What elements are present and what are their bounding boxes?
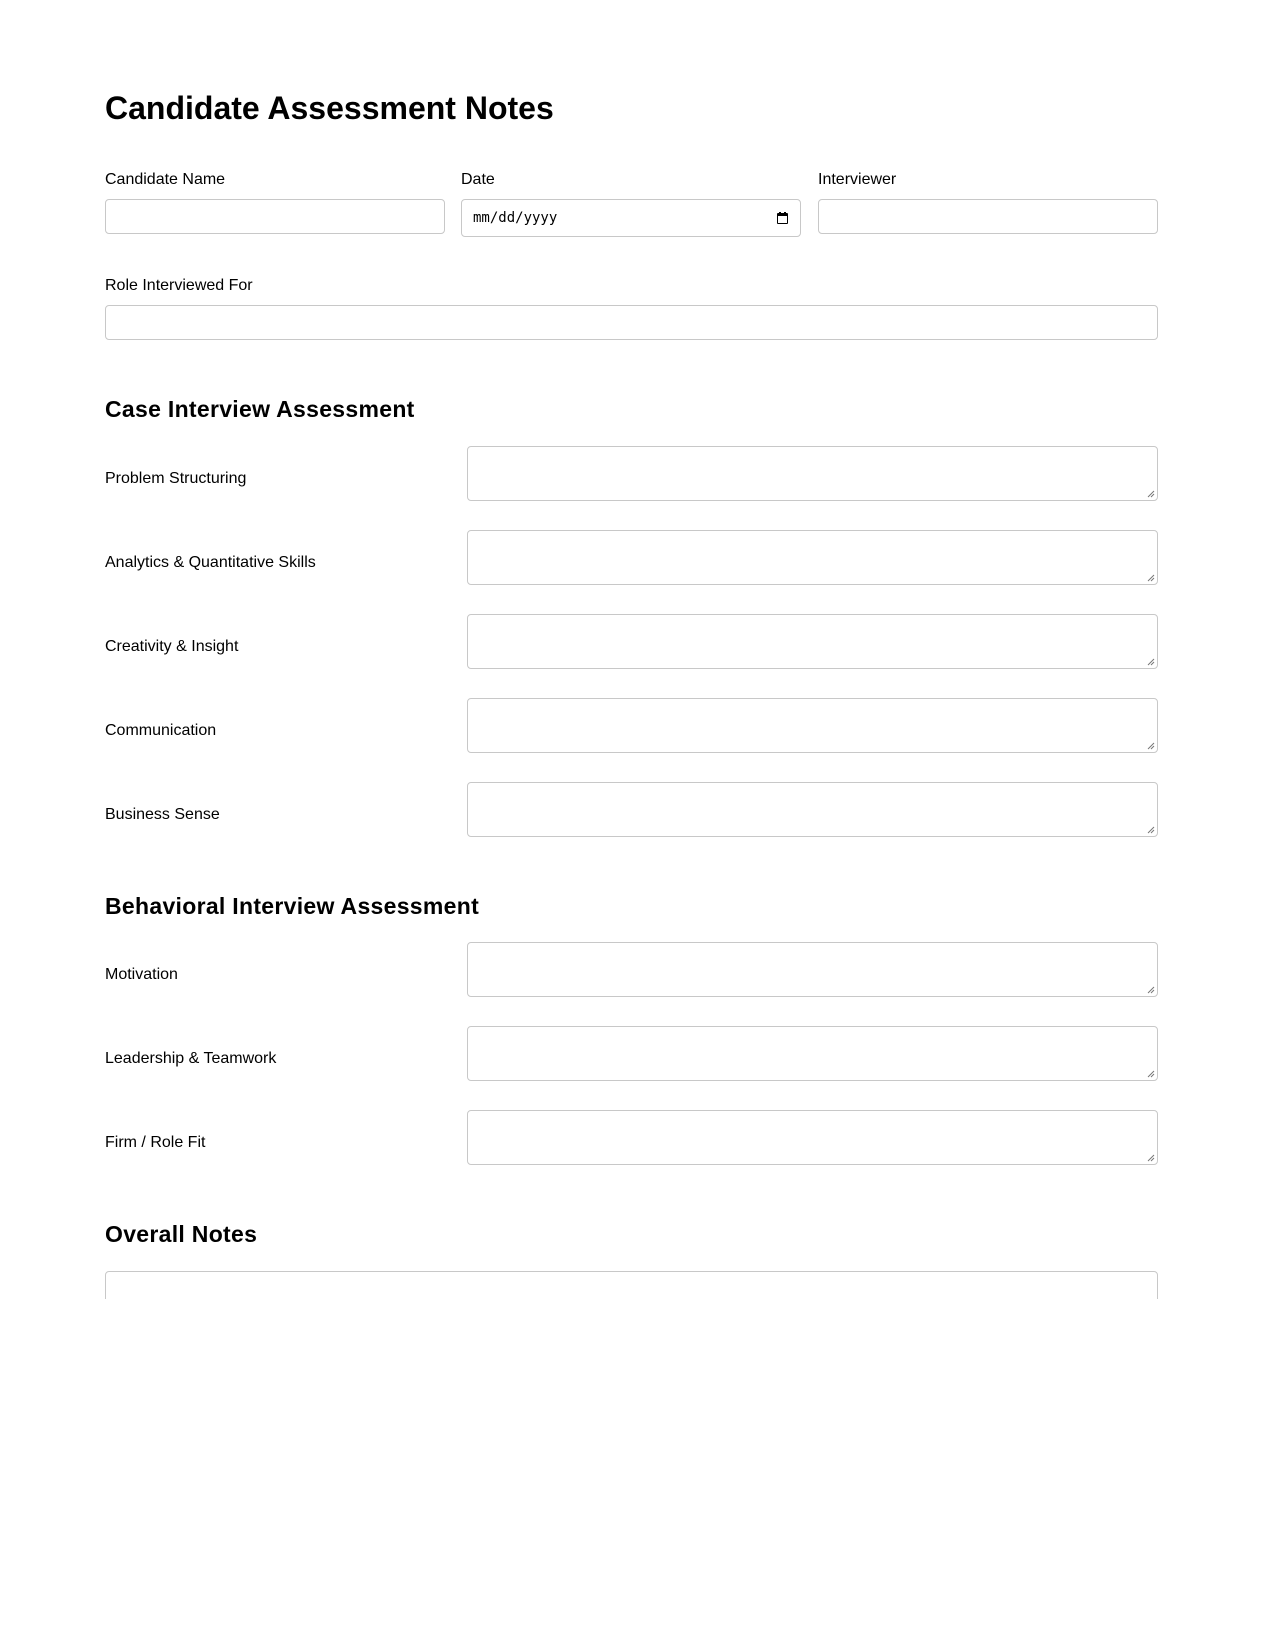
- problem-structuring-textarea[interactable]: [467, 446, 1158, 501]
- firm-fit-textarea[interactable]: [467, 1110, 1158, 1165]
- leadership-label: Leadership & Teamwork: [105, 1050, 277, 1067]
- candidate-name-field: [105, 170, 445, 240]
- resize-grip-icon[interactable]: [1147, 742, 1155, 750]
- calendar-icon[interactable]: [777, 212, 788, 224]
- interviewer-input[interactable]: [818, 199, 1158, 234]
- page-title: Candidate Assessment Notes: [105, 90, 554, 126]
- motivation-textarea[interactable]: [467, 942, 1158, 997]
- candidate-name-label: Candidate Name: [105, 171, 226, 188]
- overall-section-title: Overall Notes: [105, 1221, 258, 1247]
- date-field: [461, 170, 801, 240]
- assessment-form: [105, 0, 1158, 1299]
- creativity-label: Creativity & Insight: [105, 638, 239, 655]
- interviewer-field: [818, 170, 1158, 240]
- resize-grip-icon[interactable]: [1147, 490, 1155, 498]
- analytics-label: Analytics & Quantitative Skills: [105, 554, 316, 571]
- communication-label: Communication: [105, 722, 217, 739]
- resize-grip-icon[interactable]: [1147, 986, 1155, 994]
- resize-grip-icon[interactable]: [1147, 658, 1155, 666]
- resize-grip-icon[interactable]: [1147, 574, 1155, 582]
- leadership-textarea[interactable]: [467, 1026, 1158, 1081]
- resize-grip-icon[interactable]: [1147, 1154, 1155, 1162]
- date-input[interactable]: [461, 199, 801, 237]
- problem-structuring-label: Problem Structuring: [105, 470, 247, 487]
- role-input[interactable]: [105, 305, 1158, 340]
- role-label: Role Interviewed For: [105, 277, 253, 294]
- business-sense-label: Business Sense: [105, 806, 220, 823]
- case-section-title: Case Interview Assessment: [105, 396, 415, 422]
- date-placeholder: mm/dd/yyyy: [473, 210, 558, 226]
- creativity-textarea[interactable]: [467, 614, 1158, 669]
- date-label: Date: [461, 171, 495, 188]
- resize-grip-icon[interactable]: [1147, 826, 1155, 834]
- business-sense-textarea[interactable]: [467, 782, 1158, 837]
- overall-notes-textarea[interactable]: [105, 1271, 1158, 1299]
- resize-grip-icon[interactable]: [1147, 1070, 1155, 1078]
- candidate-name-input[interactable]: [105, 199, 445, 234]
- firm-fit-label: Firm / Role Fit: [105, 1134, 206, 1151]
- interviewer-label: Interviewer: [818, 171, 897, 188]
- role-field: [105, 276, 1158, 346]
- analytics-textarea[interactable]: [467, 530, 1158, 585]
- behavioral-section-title: Behavioral Interview Assessment: [105, 893, 480, 919]
- motivation-label: Motivation: [105, 966, 178, 983]
- communication-textarea[interactable]: [467, 698, 1158, 753]
